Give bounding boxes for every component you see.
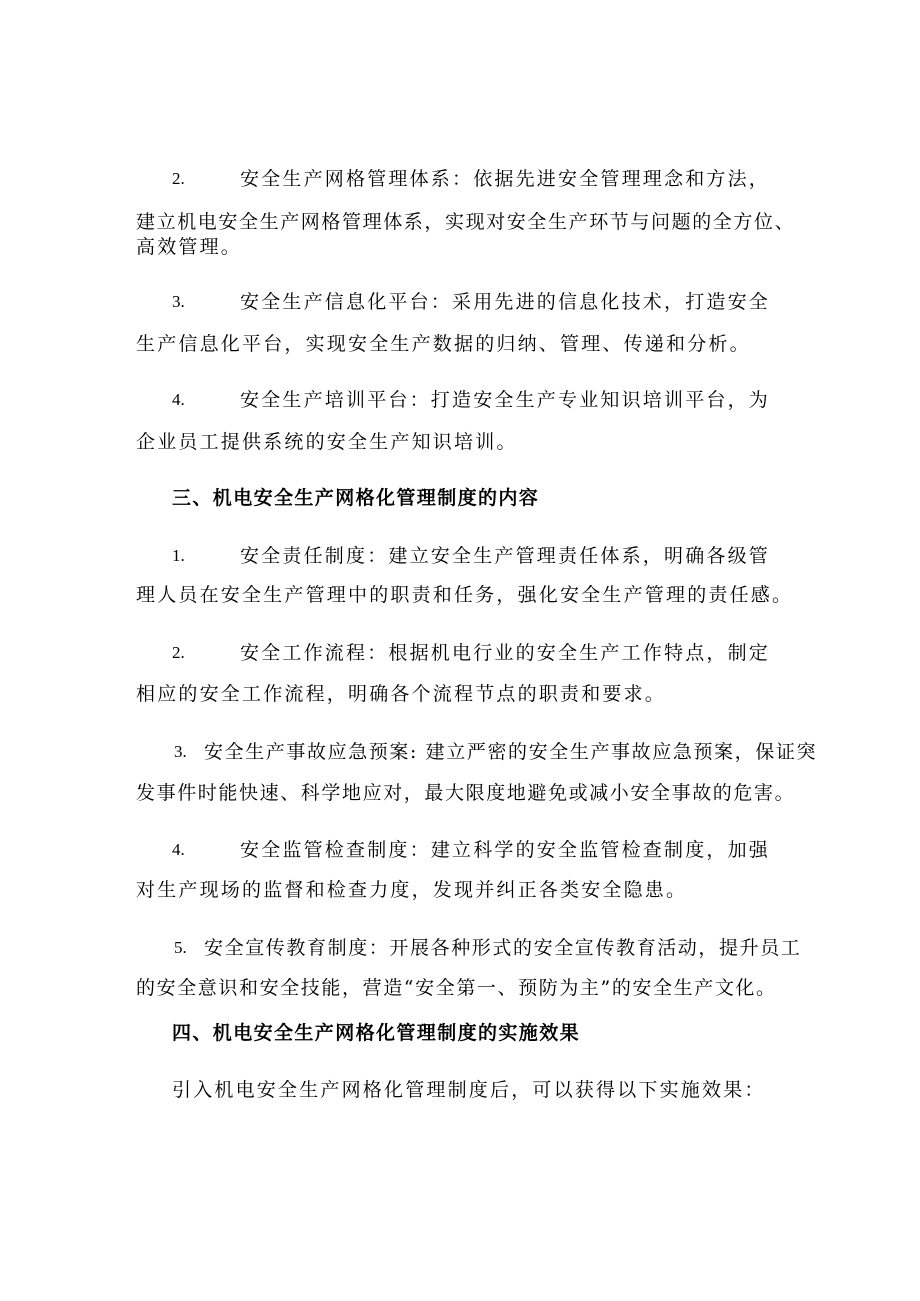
item-number: 4. [172, 390, 185, 409]
item-text-line: 相应的安全工作流程，明确各个流程节点的职责和要求。 [136, 683, 667, 705]
item-text-line: 企业员工提供系统的安全生产知识培训。 [136, 431, 518, 453]
item-text-line: 安全生产培训平台：打造安全生产专业知识培训平台，为 [240, 389, 771, 411]
item-text-line: 的安全意识和安全技能，营造“安全第一、预防为主”的安全生产文化。 [136, 977, 777, 999]
item-text-line: 建立机电安全生产网格管理体系，实现对安全生产环节与问题的全方位、 [136, 211, 796, 233]
section-heading: 四、机电安全生产网格化管理制度的实施效果 [172, 1022, 581, 1044]
item-number: 1. [172, 546, 185, 565]
item-number: 2. [172, 169, 185, 188]
item-text-line: 对生产现场的监督和检查力度，发现并纠正各类安全隐患。 [136, 879, 688, 901]
item-text-line: 生产信息化平台，实现安全生产数据的归纳、管理、传递和分析。 [136, 333, 751, 355]
item-number: 3. [174, 742, 187, 761]
item-text-line: 安全工作流程：根据机电行业的安全生产工作特点，制定 [240, 642, 771, 664]
paragraph-text: 引入机电安全生产网格化管理制度后，可以获得以下实施效果： [172, 1079, 766, 1101]
item-text-line: 理人员在安全生产管理中的职责和任务，强化安全生产管理的责任感。 [136, 584, 794, 606]
item-number: 5. [174, 938, 187, 957]
section-heading: 三、机电安全生产网格化管理制度的内容 [172, 487, 540, 509]
item-number: 2. [172, 643, 185, 662]
item-text-line: 安全责任制度：建立安全生产管理责任体系，明确各级管 [240, 545, 771, 567]
item-text-line: 安全监管检查制度：建立科学的安全监管检查制度，加强 [240, 839, 771, 861]
item-text-line: 安全生产信息化平台：采用先进的信息化技术，打造安全 [240, 291, 771, 313]
item-number: 4. [172, 840, 185, 859]
item-text-line: 发事件时能快速、科学地应对，最大限度地避免或减小安全事故的危害。 [136, 782, 796, 804]
item-text-line: 安全生产事故应急预案: 建立严密的安全生产事故应急预案，保证突 [204, 741, 818, 763]
item-text-line: 安全生产网格管理体系：依据先进安全管理理念和方法， [240, 168, 771, 190]
item-text-line: 高效管理。 [136, 236, 243, 258]
item-number: 3. [172, 292, 185, 311]
item-text-line: 安全宣传教育制度：开展各种形式的安全宣传教育活动，提升员工 [204, 937, 802, 959]
